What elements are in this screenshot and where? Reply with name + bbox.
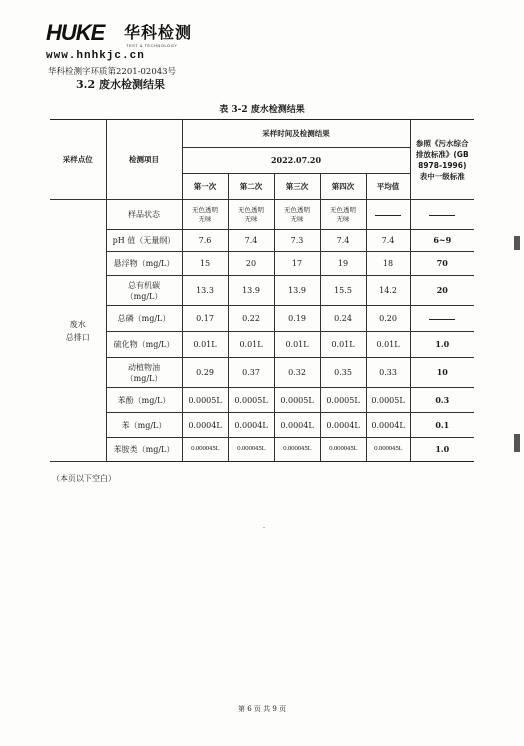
standard-cell: 20 <box>410 276 474 306</box>
value-cell: 13.9 <box>228 276 274 306</box>
logo-tagline: TEST & TECHNOLOGY <box>126 43 178 48</box>
header-third: 第三次 <box>274 174 320 200</box>
average-cell <box>366 200 410 230</box>
wastewater-results-table <box>50 119 474 462</box>
header-sampling-date: 2022.07.20 <box>182 148 410 174</box>
standard-cell: 0.1 <box>410 413 474 438</box>
value-cell: 0.000045L <box>274 438 320 462</box>
value-cell: 15 <box>182 252 228 276</box>
standard-cell: 6~9 <box>410 230 474 252</box>
page-number: 第 6 页 共 9 页 <box>237 705 287 713</box>
average-cell: 0.33 <box>366 358 410 388</box>
value-cell: 0.24 <box>320 306 366 332</box>
value-cell: 0.0005L <box>320 388 366 413</box>
average-cell: 7.4 <box>366 230 410 252</box>
value-cell: 0.000045L <box>228 438 274 462</box>
value-cell: 0.29 <box>182 358 228 388</box>
average-cell: 18 <box>366 252 410 276</box>
value-cell: 7.3 <box>274 230 320 252</box>
item-cell: 苯酚（mg/L） <box>106 388 182 413</box>
value-cell: 7.6 <box>182 230 228 252</box>
standard-cell <box>410 306 474 332</box>
header-sampling-time-group: 采样时间及检测结果 <box>182 120 410 148</box>
section-title: 3.2 废水检测结果 <box>76 78 165 91</box>
blank-page-note: （本页以下空白） <box>52 474 116 483</box>
value-cell: 0.01L <box>274 332 320 358</box>
value-cell: 13.9 <box>274 276 320 306</box>
average-cell: 0.20 <box>366 306 410 332</box>
item-cell: 苯（mg/L） <box>106 413 182 438</box>
value-cell: 17 <box>274 252 320 276</box>
item-cell: 苯胺类（mg/L） <box>106 438 182 462</box>
value-cell: 无色透明 无味 <box>320 200 366 230</box>
company-logo <box>46 22 196 68</box>
value-cell: 0.0004L <box>274 413 320 438</box>
value-cell: 0.19 <box>274 306 320 332</box>
scan-edge-mark <box>514 236 520 250</box>
company-website: www.hnhkjc.cn <box>46 50 145 62</box>
item-cell: 总有机碳 （mg/L） <box>106 276 182 306</box>
value-cell: 0.0004L <box>182 413 228 438</box>
header-reference-standard: 参照《污水综合排放标准》(GB 8978-1996) 表中一级标准 <box>410 120 474 200</box>
value-cell: 0.0004L <box>320 413 366 438</box>
average-cell: 14.2 <box>366 276 410 306</box>
empty-dash <box>429 215 455 216</box>
header-fourth: 第四次 <box>320 174 366 200</box>
header-sampling-point: 采样点位 <box>50 120 106 200</box>
standard-cell: 0.3 <box>410 388 474 413</box>
document-number: 华科检测字环质第2201-02043号 <box>48 67 177 77</box>
average-cell: 0.01L <box>366 332 410 358</box>
average-cell: 0.0004L <box>366 413 410 438</box>
logo-wordmark-en: HUKE <box>46 20 105 45</box>
value-cell: 0.32 <box>274 358 320 388</box>
item-cell: 硫化物（mg/L） <box>106 332 182 358</box>
item-cell: 动植物油 （mg/L） <box>106 358 182 388</box>
value-cell: 19 <box>320 252 366 276</box>
average-cell: 0.0005L <box>366 388 410 413</box>
header-first: 第一次 <box>182 174 228 200</box>
value-cell: 7.4 <box>228 230 274 252</box>
value-cell: 0.000045L <box>182 438 228 462</box>
value-cell: 0.01L <box>182 332 228 358</box>
item-cell: 悬浮物（mg/L） <box>106 252 182 276</box>
value-cell: 7.4 <box>320 230 366 252</box>
value-cell: 0.22 <box>228 306 274 332</box>
average-cell: 0.000045L <box>366 438 410 462</box>
standard-cell: 10 <box>410 358 474 388</box>
item-cell: pH 值（无量纲） <box>106 230 182 252</box>
empty-dash <box>429 319 455 320</box>
standard-cell: 1.0 <box>410 438 474 462</box>
scan-speck <box>263 527 265 528</box>
header-test-item: 检测项目 <box>106 120 182 200</box>
value-cell: 15.5 <box>320 276 366 306</box>
logo-wordmark-cn: 华科检测 <box>124 23 193 42</box>
value-cell: 0.0005L <box>182 388 228 413</box>
item-cell: 样品状态 <box>106 200 182 230</box>
value-cell: 20 <box>228 252 274 276</box>
sampling-point-cell: 废水 总排口 <box>50 200 106 462</box>
table-caption: 表 3-2 废水检测结果 <box>219 105 305 115</box>
scan-edge-mark <box>514 434 520 452</box>
standard-cell: 70 <box>410 252 474 276</box>
value-cell: 0.0005L <box>228 388 274 413</box>
item-cell: 总磷（mg/L） <box>106 306 182 332</box>
standard-cell: 1.0 <box>410 332 474 358</box>
value-cell: 13.3 <box>182 276 228 306</box>
value-cell: 0.37 <box>228 358 274 388</box>
value-cell: 0.000045L <box>320 438 366 462</box>
value-cell: 无色透明 无味 <box>274 200 320 230</box>
value-cell: 0.35 <box>320 358 366 388</box>
standard-cell <box>410 200 474 230</box>
empty-dash <box>375 215 401 216</box>
value-cell: 0.17 <box>182 306 228 332</box>
value-cell: 0.0004L <box>228 413 274 438</box>
value-cell: 0.0005L <box>274 388 320 413</box>
header-second: 第二次 <box>228 174 274 200</box>
value-cell: 0.01L <box>320 332 366 358</box>
value-cell: 无色透明 无味 <box>182 200 228 230</box>
value-cell: 无色透明 无味 <box>228 200 274 230</box>
value-cell: 0.01L <box>228 332 274 358</box>
header-average: 平均值 <box>366 174 410 200</box>
